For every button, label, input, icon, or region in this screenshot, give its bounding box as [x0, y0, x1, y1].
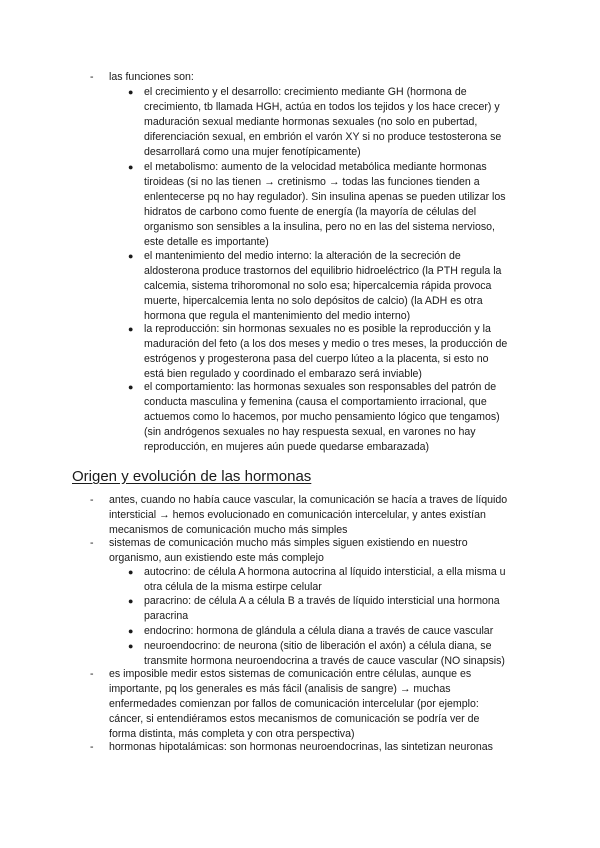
bullet-dot-icon: ● [128, 567, 134, 577]
bullet-dot-icon: ● [128, 626, 134, 636]
bullet-text: neuroendocrino: de neurona (sitio de liberación el axón) a célula diana, se transmite hormona neuroendocrina a través de cauce vascular (NO sinapsis) [144, 640, 505, 667]
bullet-text: endocrino: hormona de glándula a célula diana a través de cauce vascular [144, 625, 494, 637]
bullet-text: el crecimiento y el desarrollo: crecimiento mediante GH (hormona de crecimiento, tb llamada HGH, actúa en todos los tejidos y los hace crecer) y maduración sexual mediante hormonas sexuales (no solo en pubertad, diferenciación sexual, en embrión el varón XY si no produce testosterona se desarrollará como una mujer fenotípicamente) [144, 86, 502, 158]
bullet-dot-icon: ● [128, 162, 134, 172]
list-item-text: sistemas de comunicación mucho más simples siguen existiendo en nuestro organismo, aun existiendo este más complejo [109, 537, 468, 564]
dash-marker: - [90, 71, 94, 83]
bullet-text: autocrino: de célula A hormona autocrina al líquido intersticial, a ella misma u otra célula de la misma estirpe celular [144, 566, 506, 593]
bullet-text: el metabolismo: aumento de la velocidad metabólica mediante hormonas tiroideas (si no las tienen → cretinismo → todas las funciones tienden a enlentecerse pq no hay regulador). Sin insulina apenas se pueden utilizar los hidratos de carbono como fuente de energía (la mayoría de células del organismo son sensibles a la insulina, pero no en las del sistema nervioso, este detalle es importante) [144, 161, 506, 248]
dash-marker: - [90, 741, 94, 753]
bullet-dot-icon: ● [128, 641, 134, 651]
bullet-text: el comportamiento: las hormonas sexuales son responsables del patrón de conducta masculina y femenina (causa el comportamiento irracional, que actuemos como lo hacemos, por mucho pensamiento lógico que tengamos) (sin andrógenos sexuales no hay respuesta sexual, en varones no hay reproducción, en mujeres aún puede quedarse embarazada) [144, 381, 500, 453]
section-heading: Origen y evolución de las hormonas [72, 468, 312, 485]
list-item-text: antes, cuando no había cauce vascular, la comunicación se hacía a traves de líquido intersticial → hemos evolucionado en comunicación intercelular, y antes existían mecanismos de comunicación mucho más simples [109, 494, 508, 536]
dash-marker: - [90, 668, 94, 680]
bullet-dot-icon: ● [128, 382, 134, 392]
dash-marker: - [90, 494, 94, 506]
bullet-dot-icon: ● [128, 324, 134, 334]
bullet-text: paracrino: de célula A a célula B a través de líquido intersticial una hormona paracrina [144, 595, 500, 622]
list-item-text: las funciones son: [109, 71, 194, 83]
list-item-text: hormonas hipotalámicas: son hormonas neuroendocrinas, las sintetizan neuronas [109, 741, 493, 753]
bullet-text: la reproducción: sin hormonas sexuales no es posible la reproducción y la maduración del feto (a los dos meses y medio o tres meses, la producción de estrógenos y progesterona pasa del cuerpo lúteo a la placenta, si esto no está bien regulado y coordinado el embarazo será inviable) [144, 323, 508, 380]
bullet-dot-icon: ● [128, 251, 134, 261]
bullet-dot-icon: ● [128, 596, 134, 606]
list-item-text: es imposible medir estos sistemas de comunicación entre células, aunque es importante, pq los generales es más fácil (analisis de sangre) → muchas enfermedades comienzan por fallos de comunicación intercelular (por ejemplo: cáncer, si entendiéramos estos mecanismos de comunicación se podría ver de forma distinta, más completa y con otra perspectiva) [109, 668, 480, 740]
dash-marker: - [90, 537, 94, 549]
bullet-text: el mantenimiento del medio interno: la alteración de la secreción de aldosterona produce trastornos del equilibrio hidroeléctrico (la PTH regula la calcemia, sistema trihoromonal no solo esa; hipercalcemia rápida provoca muerte, hipercalcemia lenta no solo depósitos de calcio) (la ADH es otra hormona que regula el mantenimiento del medio interno) [144, 250, 502, 322]
bullet-dot-icon: ● [128, 87, 134, 97]
